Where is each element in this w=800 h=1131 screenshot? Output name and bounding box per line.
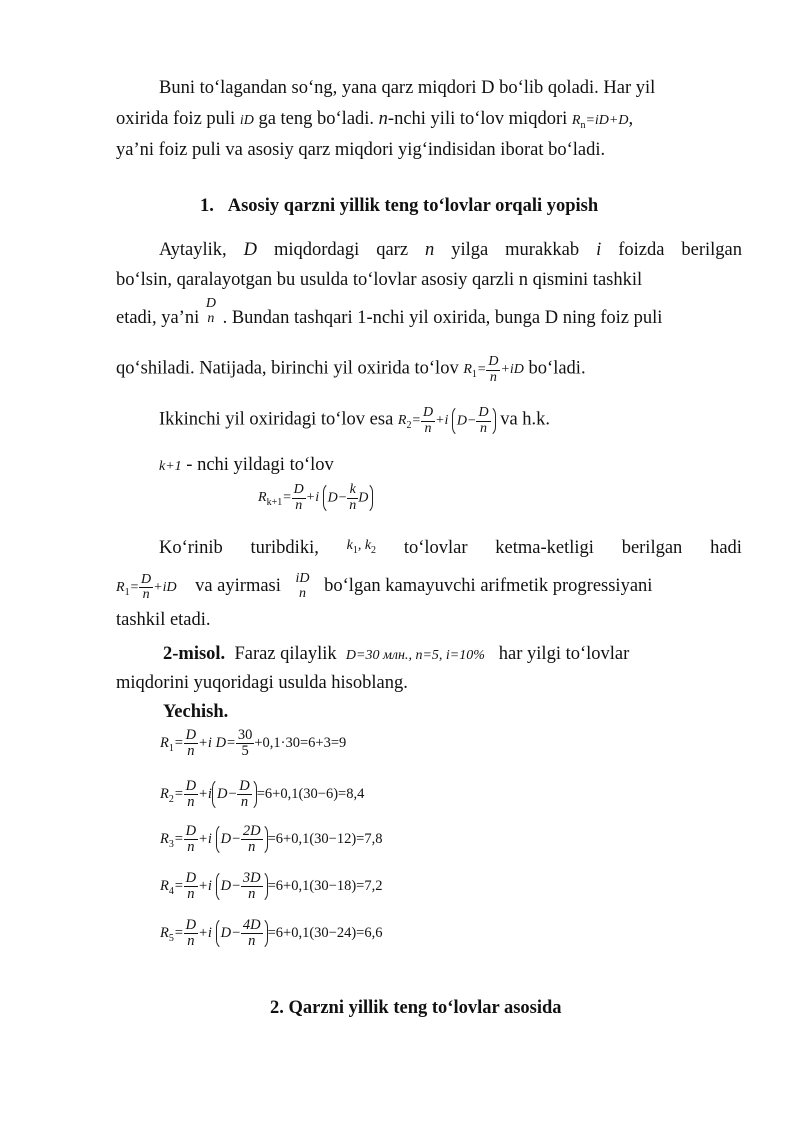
- p2-line2: bo‘lsin, qaralayotgan bu usulda to‘lovlar asosiy qarzli n qismini tashkil: [116, 270, 643, 290]
- p2-line1: Aytaylik, D miqdordagi qarz n yilga murakkab i foizda berilgan: [159, 240, 742, 260]
- section-heading-1: 1. Asosiy qarzni yillik teng to‘lovlar orqali yopish: [200, 196, 599, 216]
- solution-label: Yechish.: [163, 702, 229, 722]
- solution-r2: $R_2=$ $\frac{D}{n}$ +i D− $\frac{D}{n}$ =6+0,1(30−6)=8,4: [160, 778, 365, 811]
- p1-line2: oxirida foiz puli iD ga teng bo‘ladi. n-nchi yili to‘lov miqdori $R_n=iD+D$,: [116, 109, 634, 131]
- solution-r5: $R_5=$ $\frac{D}{n}$ +i D− $\frac{4D}{n}$ =6+0,1(30−24)=6,6: [160, 917, 383, 950]
- example-line2: miqdorini yuqoridagi usulda hisoblang.: [116, 673, 408, 693]
- p4-line2: $R_1=$ $\frac{D}{n}$ +iD va ayirmasi iD n bo‘lgan kamayuvchi arifmetik progressiyani: [116, 571, 653, 603]
- p3-line1: Ikkinchi yil oxiridagi to‘lov esa $R_2=$ $\frac{D}{n}$ +i D− $\frac{D}{n}$ va h.k.: [159, 405, 551, 436]
- solution-r3: $R_3=$ $\frac{D}{n}$ +i D− $\frac{2D}{n}$ =6+0,1(30−12)=7,8: [160, 823, 383, 856]
- p2-line4: qo‘shiladi. Natijada, birinchi yil oxirida to‘lov $R_1=$ $\frac{D}{n}$ +iD bo‘ladi.: [116, 354, 586, 385]
- p3-line2: k+1 - nchi yildagi to‘lov: [159, 455, 334, 475]
- p1-line1: Buni to‘lagandan so‘ng, yana qarz miqdori D bo‘lib qoladi. Har yil: [159, 78, 656, 98]
- p1-line3: ya’ni foiz puli va asosiy qarz miqdori yig‘indisidan iborat bo‘ladi.: [116, 140, 606, 160]
- p2-line3: etadi, ya’ni D n . Bundan tashqari 1-nchi yil oxirida, bunga D ning foiz puli: [116, 296, 663, 328]
- solution-r1: $R_1=$ $\frac{D}{n}$ +i D= $\frac{30}{5}$ +0,1·30=6+3=9: [160, 727, 347, 760]
- section-heading-2: 2. Qarzni yillik teng to‘lovlar asosida: [270, 998, 562, 1018]
- example-line1: 2-misol. Faraz qilaylik D=30 млн., n=5, i=10% har yilgi to‘lovlar: [163, 644, 630, 664]
- p4-line3: tashkil etadi.: [116, 610, 211, 630]
- solution-r4: $R_4=$ $\frac{D}{n}$ +i D− $\frac{3D}{n}$ =6+0,1(30−18)=7,2: [160, 870, 383, 903]
- formula-rk1: $R_{k+1}=$ $\frac{D}{n}$ +i D− $\frac{k}{n}$ D: [258, 482, 373, 514]
- p4-line1: Ko‘rinib turibdiki, $k_1$, $k_2$ to‘lovlar ketma-ketligi berilgan hadi: [159, 538, 742, 558]
